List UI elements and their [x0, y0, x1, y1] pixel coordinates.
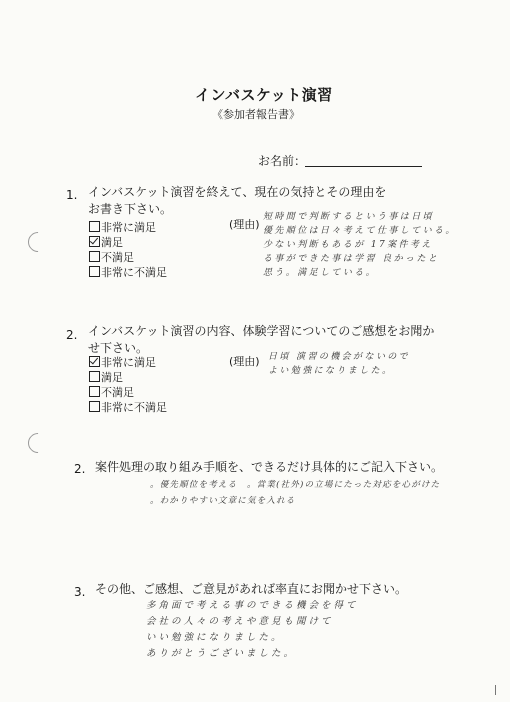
page-corner-mark: [495, 685, 502, 695]
option-item[interactable]: [89, 355, 167, 370]
option-label: 不満足: [101, 251, 134, 264]
punch-hole-mark: [24, 429, 52, 457]
question-3-text: 案件処理の取り組み手順を、できるだけ具体的にご記入下さい。: [95, 460, 444, 474]
name-field[interactable]: [305, 166, 422, 167]
checkbox-checked[interactable]: [89, 236, 100, 247]
question-2-handwritten-answer: [268, 350, 410, 378]
option-item[interactable]: [89, 220, 167, 235]
question-1-options: [89, 220, 167, 280]
question-1-text: インバスケット演習を終えて、現在の気持とその理由をお書き下さい。: [88, 185, 387, 216]
option-label: 非常に満足: [101, 356, 156, 369]
handwritten-line: 少ない判断もあるが 17案件考え: [263, 240, 433, 250]
option-label: 非常に不満足: [101, 401, 167, 414]
question-3-handwritten-answer: [150, 478, 440, 508]
option-item[interactable]: [89, 250, 167, 265]
handwritten-line: いい勉強になりました。: [146, 632, 284, 643]
checkbox[interactable]: [89, 251, 100, 262]
question-1-reason-label: (理由): [229, 218, 260, 231]
handwritten-line: 多角面で考える事のできる機会を得て: [146, 600, 359, 611]
question-3-number: 2.: [74, 462, 86, 476]
handwritten-line: る事ができた事は学習 良かったと: [263, 254, 440, 264]
question-1-handwritten-answer: [263, 210, 457, 280]
question-2-options: [89, 355, 167, 415]
question-2-text: インバスケット演習の内容、体験学習についてのご感想をお聞かせ下さい。: [88, 324, 435, 355]
handwritten-line: よい勉強になりました。: [268, 366, 394, 376]
option-item[interactable]: [89, 400, 167, 415]
question-2-number: 2.: [66, 328, 78, 342]
checkbox[interactable]: [89, 401, 100, 412]
question-1-number: 1.: [66, 188, 78, 202]
punch-hole-mark: [24, 228, 52, 256]
checkbox-checked[interactable]: [89, 356, 100, 367]
handwritten-line: 。優先順位を考える 。営業(社外)の立場にたった対応を心がけた: [150, 480, 441, 490]
option-label: 非常に満足: [101, 221, 156, 234]
handwritten-line: 。わかりやすい文章に気を入れる: [150, 496, 296, 506]
question-4-text: その他、ご感想、ご意見があれば率直にお聞かせ下さい。: [95, 582, 408, 596]
handwritten-line: ありがとうございました。: [146, 648, 297, 659]
option-label: 満足: [101, 371, 123, 384]
name-label: お名前：: [258, 154, 307, 168]
page-title: インバスケット演習: [195, 86, 333, 104]
page-subtitle: 《参加者報告書》: [212, 108, 300, 121]
handwritten-line: 思う。満足している。: [263, 268, 378, 278]
question-4-number: 3.: [74, 585, 86, 599]
option-label: 満足: [101, 236, 123, 249]
checkbox[interactable]: [89, 221, 100, 232]
option-item[interactable]: [89, 265, 167, 280]
handwritten-line: 会社の人々の考えや意見も聞けて: [146, 616, 334, 627]
handwritten-line: 優先順位は日々考えて仕事している。: [263, 226, 457, 236]
checkbox[interactable]: [89, 386, 100, 397]
handwritten-line: 日頃 演習の機会がないので: [268, 352, 411, 362]
option-label: 非常に不満足: [101, 266, 167, 279]
question-2-reason-label: (理由): [229, 355, 260, 368]
handwritten-line: 短時間で判断するという事は日頃: [263, 212, 435, 222]
question-4-handwritten-answer: [146, 598, 359, 662]
option-item[interactable]: [89, 370, 167, 385]
checkbox[interactable]: [89, 371, 100, 382]
option-label: 不満足: [101, 386, 134, 399]
option-item[interactable]: [89, 385, 167, 400]
checkbox[interactable]: [89, 266, 100, 277]
option-item[interactable]: [89, 235, 167, 250]
